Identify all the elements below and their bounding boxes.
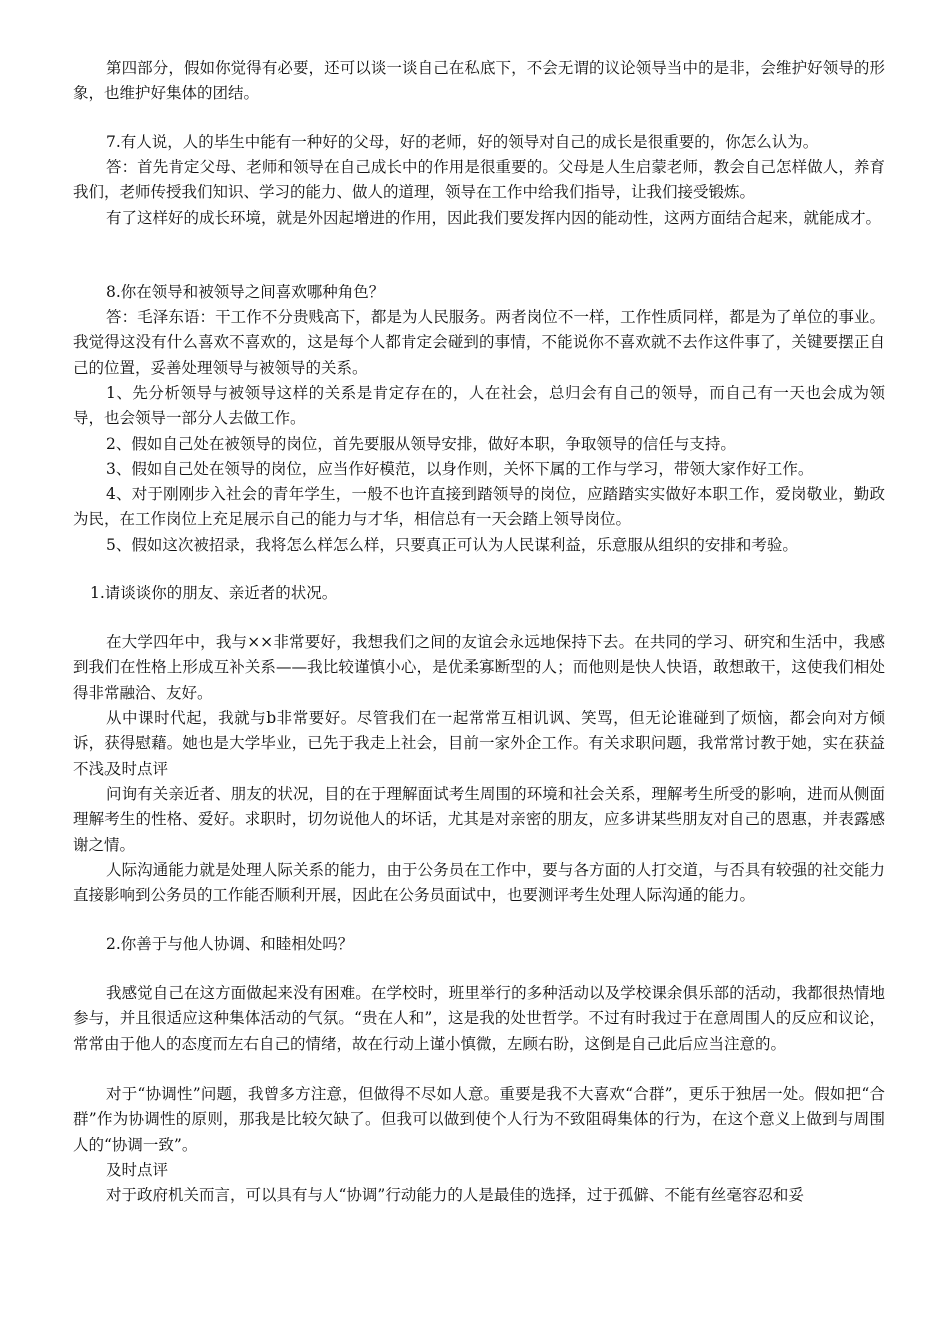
- review-text-2: 人际沟通能力就是处理人际关系的能力，由于公务员在工作中，要与各方面的人打交道，与否具有较强的社交能力直接影响到公务员的工作能否顺利开展，因此在公务员面试中，也要测评考生处理人际沟通的能力。: [73, 861, 885, 905]
- answer-7-continued: 有了这样好的成长环境，就是外因起增进的作用，因此我们要发挥内因的能动性，这两方面结合起来，就能成才。: [106, 209, 882, 227]
- answer-8: 答：毛泽东语：干工作不分贵贱高下，都是为人民服务。两者岗位不一样，工作性质同样，都是为了单位的事业。我觉得这没有什么喜欢不喜欢的，这是每个人都肯定会碰到的事情，不能说你不喜欢就不去作这件事了，关键要摆正自己的位置，妥善处理领导与被领导的关系。: [73, 308, 885, 377]
- review-heading-2: 及时点评: [106, 1161, 169, 1179]
- answer-friends-1: 在大学四年中，我与××非常要好，我想我们之间的友谊会永远地保持下去。在共同的学习、研究和生活中，我感到我们在性格上形成互补关系——我比较谨慎小心，是优柔寡断型的人；而他则是快人快语，敢想敢干，这使我们相处得非常融洽、友好。: [73, 633, 885, 702]
- paragraph-part-four: 第四部分，假如你觉得有必要，还可以谈一谈自己在私底下，不会无谓的议论领导当中的是非，会维护好领导的形象，也维护好集体的团结。: [73, 59, 885, 103]
- question-8: 8.你在领导和被领导之间喜欢哪种角色？: [106, 283, 385, 301]
- answer-8-point-5: 5、假如这次被招录，我将怎么样怎么样，只要真正可认为人民谋利益，乐意服从组织的安排和考验。: [106, 536, 798, 554]
- question-coordination: 2.你善于与他人协调、和睦相处吗？: [106, 935, 354, 953]
- answer-7: 答：首先肯定父母、老师和领导在自己成长中的作用是很重要的。父母是人生启蒙老师，教会自己怎样做人，养育我们，老师传授我们知识、学习的能力、做人的道理，领导在工作中给我们指导，让我们接受锻炼。: [73, 158, 885, 202]
- answer-8-point-3: 3、假如自己处在领导的岗位，应当作好模范，以身作则，关怀下属的工作与学习，带领大家作好工作。: [106, 460, 814, 478]
- answer-coordination-1: 我感觉自己在这方面做起来没有困难。在学校时，班里举行的多种活动以及学校课余俱乐部的活动，我都很热情地参与，并且很适应这种集体活动的气氛。“贵在人和”，这是我的处世哲学。不过有时我过于在意周围人的反应和议论，常常由于他人的态度而左右自己的情绪，故在行动上谨小慎微，左顾右盼，这倒是自己此后应当注意的。: [73, 984, 885, 1053]
- review-text-3: 对于政府机关而言，可以具有与人“协调”行动能力的人是最佳的选择，过于孤僻、不能有丝毫容忍和妥: [106, 1186, 804, 1204]
- question-friends: 1.请谈谈你的朋友、亲近者的状况。: [90, 584, 338, 602]
- answer-8-point-2: 2、假如自己处在被领导的岗位，首先要服从领导安排，做好本职，争取领导的信任与支持。: [106, 435, 736, 453]
- review-text-1: 问询有关亲近者、朋友的状况，目的在于理解面试考生周围的环境和社会关系，理解考生所受的影响，进而从侧面理解考生的性格、爱好。求职时，切勿说他人的坏话，尤其是对亲密的朋友，应多讲某些朋友对自己的恩惠，并表露感谢之情。: [73, 785, 885, 854]
- answer-8-point-4: 4、对于刚刚步入社会的青年学生，一般不也许直接到踏领导的岗位，应踏踏实实做好本职工作，爱岗敬业，勤政为民，在工作岗位上充足展示自己的能力与才华，相信总有一天会踏上领导岗位。: [73, 485, 885, 529]
- answer-8-point-1: 1、先分析领导与被领导这样的关系是肯定存在的，人在社会，总归会有自己的领导，而自己有一天也会成为领导，也会领导一部分人去做工作。: [73, 384, 885, 428]
- review-heading-1: 及时点评: [106, 760, 169, 778]
- answer-coordination-2: 对于“协调性”问题，我曾多方注意，但做得不尽如人意。重要是我不大喜欢“合群”，更乐于独居一处。假如把“合群”作为协调性的原则，那我是比较欠缺了。但我可以做到使个人行为不致阻碍集体的行为，在这个意义上做到与周围人的“协调一致”。: [73, 1085, 885, 1154]
- question-7: 7.有人说，人的毕生中能有一种好的父母，好的老师，好的领导对自己的成长是很重要的，你怎么认为。: [106, 133, 819, 151]
- answer-friends-2: 从中课时代起，我就与b非常要好。尽管我们在一起常常互相讥讽、笑骂，但无论谁碰到了烦恼，都会向对方倾诉，获得慰藉。她也是大学毕业，已先于我走上社会，目前一家外企工作。有关求职问题，我常常讨教于她，实在获益不浅。: [73, 709, 885, 778]
